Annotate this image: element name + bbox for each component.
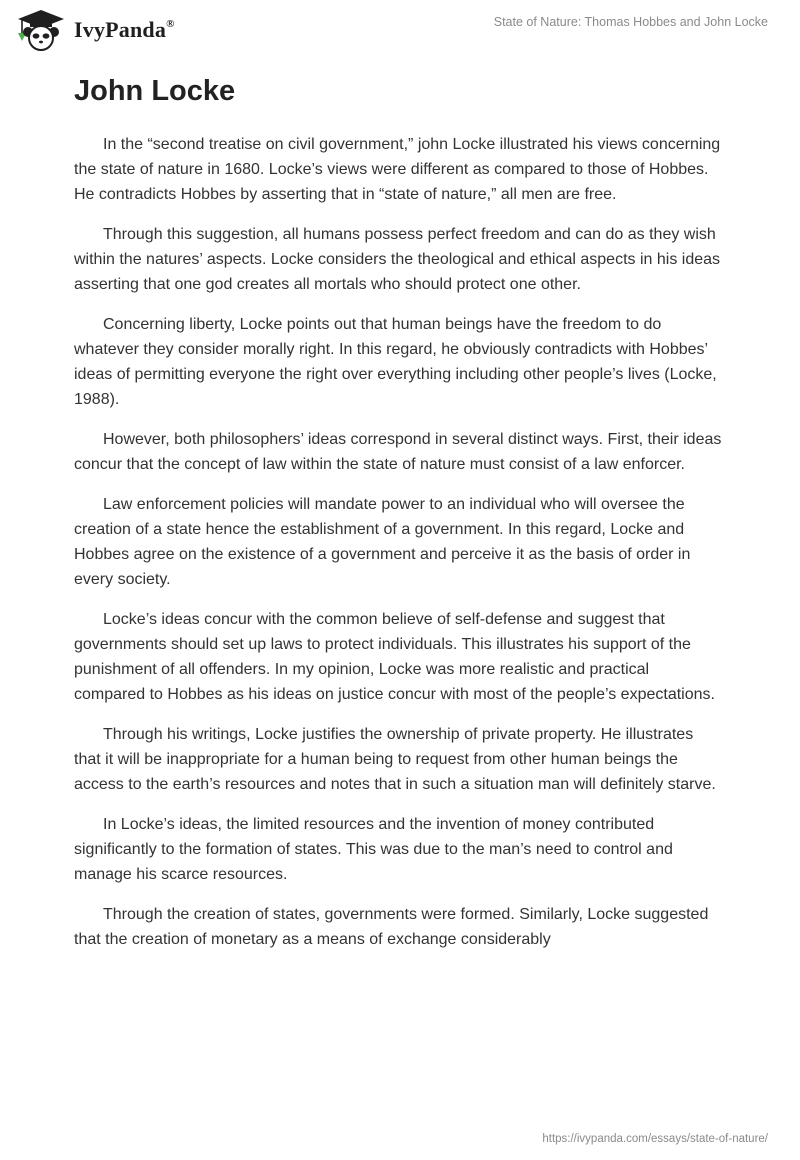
paragraph: In the “second treatise on civil government,” john Locke illustrated his views concerning the state of nature in 1680. Locke’s views were different as compared to those of Hobbes. He contradicts Hobbes by asserting that in “state of nature,” all men are free. bbox=[74, 136, 721, 203]
paragraph: Locke’s ideas concur with the common believe of self-defense and suggest that governments should set up laws to protect individuals. This illustrates his support of the punishment of all offenders. In my opinion, Locke was more realistic and practical compared to Hobbes as his ideas on justice concur with most of the people’s expectations. bbox=[74, 611, 715, 703]
paragraph: However, both philosophers’ ideas correspond in several distinct ways. First, their ideas concur that the concept of law within the state of nature must consist of a law enforcer. bbox=[74, 431, 722, 473]
panda-graduate-icon bbox=[14, 8, 68, 52]
essay-body bbox=[74, 132, 724, 967]
paragraph: In Locke’s ideas, the limited resources and the invention of money contributed significantly to the formation of states. This was due to the man’s need to control and manage his scarce resources. bbox=[74, 816, 673, 883]
paragraph: Through the creation of states, governments were formed. Similarly, Locke suggested that the creation of monetary as a means of exchange considerably bbox=[74, 906, 709, 948]
brand-logo[interactable] bbox=[14, 8, 175, 52]
footer-source-url[interactable]: https://ivypanda.com/essays/state-of-nature/ bbox=[542, 1133, 768, 1145]
document-header-title: State of Nature: Thomas Hobbes and John Locke bbox=[493, 15, 768, 29]
paragraph: Through this suggestion, all humans possess perfect freedom and can do as they wish within the natures’ aspects. Locke considers the theological and ethical aspects in his ideas asserting that one god creates all mortals who should protect one other. bbox=[74, 226, 721, 293]
paragraph: Law enforcement policies will mandate power to an individual who will oversee the creation of a state hence the establishment of a government. In this regard, Locke and Hobbes agree on the existence of a government and perceive it as the basis of order in every society. bbox=[74, 496, 691, 588]
paragraph: Through his writings, Locke justifies the ownership of private property. He illustrates that it will be inappropriate for a human being to request from other human beings the access to the earth’s resources and notes that in such a situation man will definitely starve. bbox=[74, 726, 716, 793]
page-title: John Locke bbox=[74, 75, 236, 107]
brand-name: IvyPanda® bbox=[74, 17, 175, 42]
paragraph: Concerning liberty, Locke points out that human beings have the freedom to do whatever they consider morally right. In this regard, he obviously contradicts with Hobbes’ ideas of permitting everyone the right over everything including other people’s lives (Locke, 1988). bbox=[74, 316, 717, 408]
